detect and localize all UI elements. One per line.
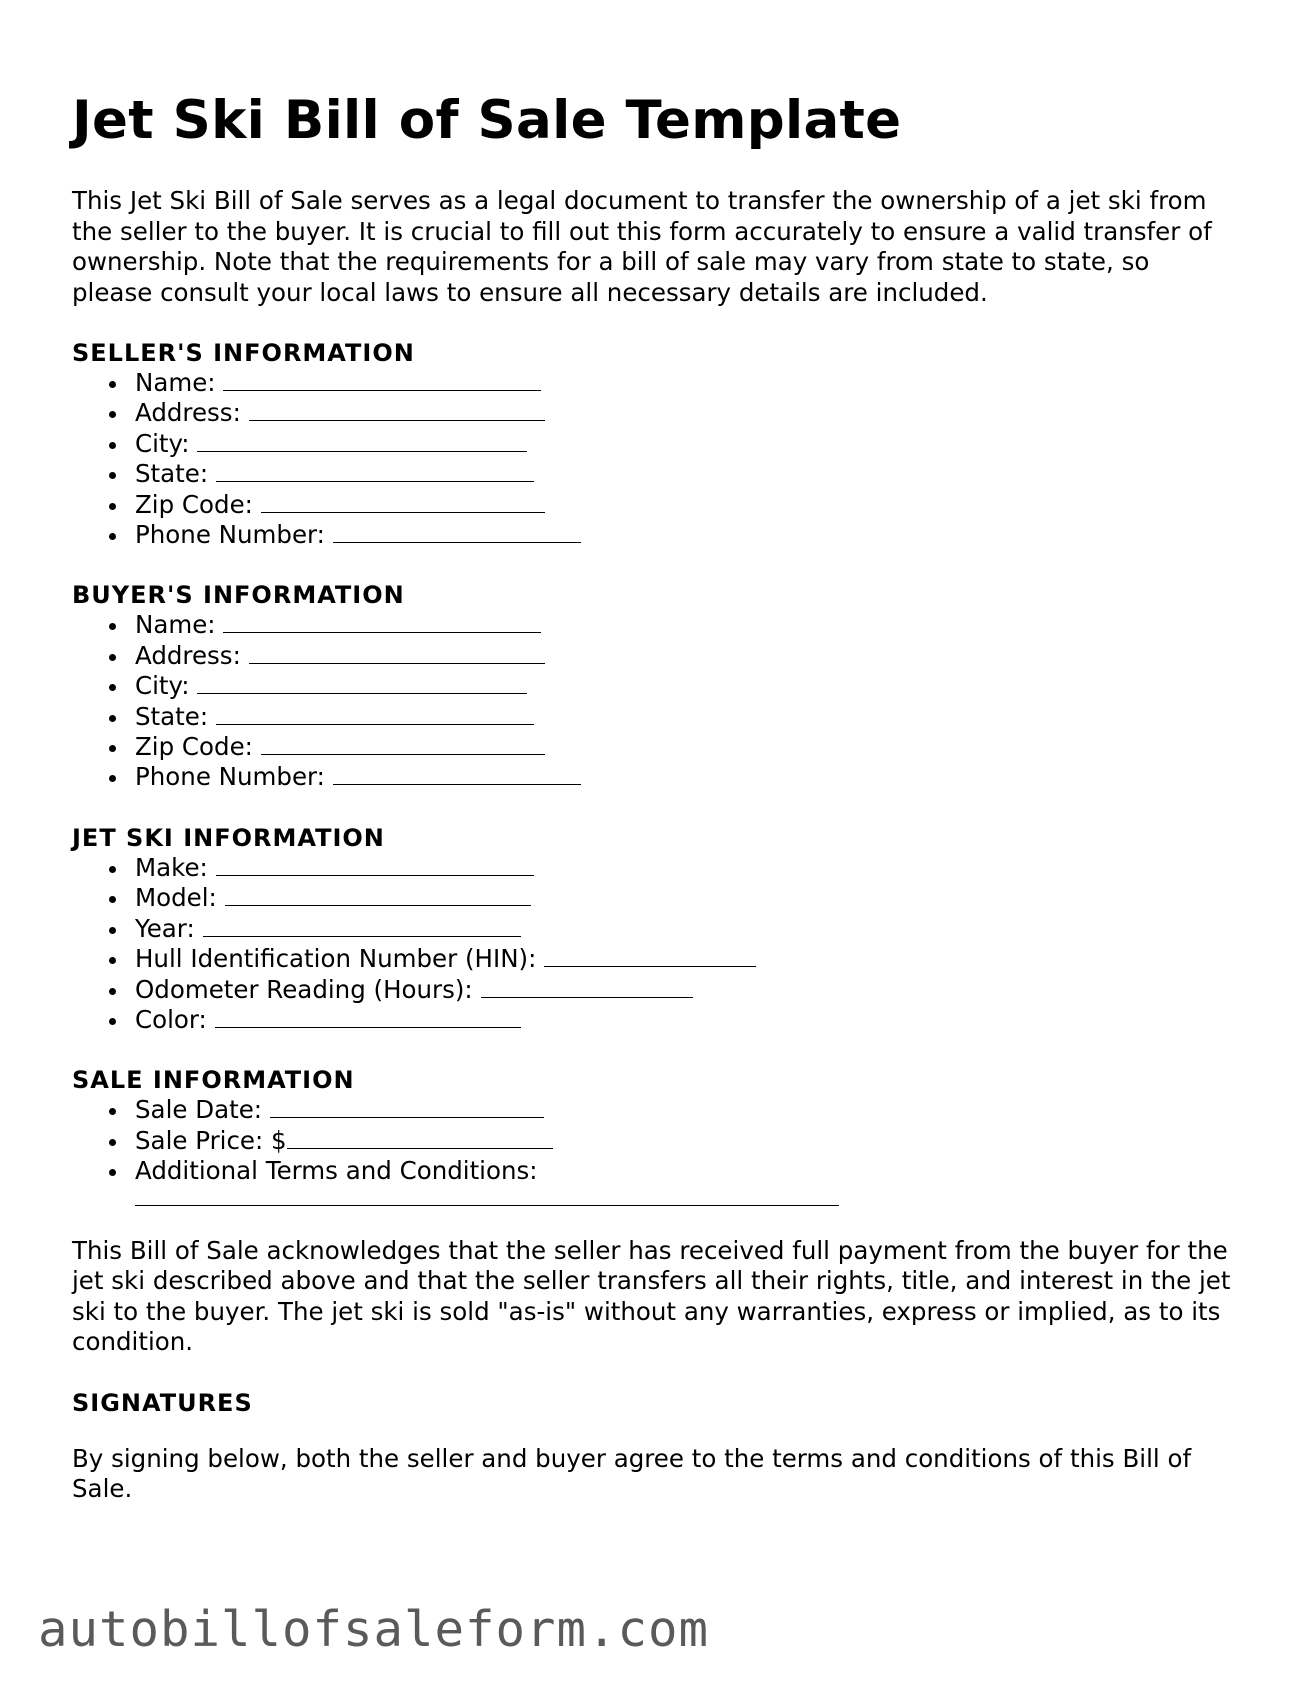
acknowledgement-paragraph: This Bill of Sale acknowledges that the seller has received full payment from the buyer for the jet ski described above and that the seller transfers all their rights, title, and interest in the jet ski to the buyer. The jet ski is sold "as-is" without any warranties, express or implied, as to its condition. — [72, 1235, 1231, 1357]
seller-address-field[interactable]: Address: — [135, 398, 1232, 428]
blank-line[interactable] — [261, 490, 545, 513]
buyer-zip-field[interactable]: Zip Code: — [135, 732, 1232, 762]
blank-line[interactable] — [225, 883, 531, 906]
jetski-hours-field[interactable]: Odometer Reading (Hours): — [135, 975, 1232, 1005]
jetski-hin-field[interactable]: Hull Identification Number (HIN): — [135, 944, 1232, 974]
blank-line[interactable] — [333, 520, 581, 543]
sale-heading: SALE INFORMATION — [72, 1066, 355, 1095]
document-page — [72, 86, 1232, 1505]
buyer-city-field[interactable]: City: — [135, 671, 1232, 701]
blank-line[interactable] — [249, 641, 545, 664]
seller-zip-field[interactable]: Zip Code: — [135, 490, 1232, 520]
blank-line[interactable] — [216, 853, 534, 876]
seller-phone-field[interactable]: Phone Number: — [135, 520, 1232, 550]
blank-line[interactable] — [333, 762, 581, 785]
sale-terms-field[interactable]: Additional Terms and Conditions: — [135, 1156, 1232, 1205]
sale-price-field[interactable]: Sale Price: $ — [135, 1126, 1232, 1156]
watermark-text: autobillofsaleform.com — [38, 1601, 710, 1658]
jetski-make-field[interactable]: Make: — [135, 853, 1232, 883]
intro-paragraph: This Jet Ski Bill of Sale serves as a legal document to transfer the ownership of a jet ski from the seller to the buyer. It is crucial to fill out this form accurately to ensure a valid transfer of ownership. Note that the requirements for a bill of sale may vary from state to state, so please consult your local laws to ensure all necessary details are included. — [72, 186, 1212, 307]
signatures-heading: SIGNATURES — [72, 1388, 253, 1417]
blank-line[interactable] — [135, 1187, 839, 1206]
seller-heading: SELLER'S INFORMATION — [72, 339, 415, 367]
blank-line[interactable] — [270, 1095, 544, 1118]
page-title: Jet Ski Bill of Sale Template — [72, 90, 902, 151]
blank-line[interactable] — [481, 975, 693, 998]
buyer-heading: BUYER'S INFORMATION — [72, 581, 405, 610]
seller-name-field[interactable]: Name: — [135, 368, 1232, 398]
jetski-model-field[interactable]: Model: — [135, 883, 1232, 913]
jetski-fields — [72, 853, 1232, 1035]
buyer-state-field[interactable]: State: — [135, 702, 1232, 732]
blank-line[interactable] — [197, 671, 527, 694]
blank-line[interactable] — [249, 398, 545, 421]
buyer-phone-field[interactable]: Phone Number: — [135, 762, 1232, 792]
buyer-address-field[interactable]: Address: — [135, 641, 1232, 671]
blank-line[interactable] — [197, 429, 527, 452]
signatures-paragraph: By signing below, both the seller and buyer agree to the terms and conditions of this Bill of Sale. — [72, 1443, 1192, 1504]
blank-line[interactable] — [223, 610, 541, 633]
sale-fields — [72, 1095, 1232, 1205]
seller-state-field[interactable]: State: — [135, 459, 1232, 489]
blank-line[interactable] — [223, 368, 541, 391]
jetski-color-field[interactable]: Color: — [135, 1005, 1232, 1035]
seller-fields — [72, 368, 1232, 550]
blank-line[interactable] — [203, 914, 521, 937]
sale-date-field[interactable]: Sale Date: — [135, 1095, 1232, 1125]
seller-city-field[interactable]: City: — [135, 429, 1232, 459]
buyer-fields — [72, 610, 1232, 792]
jetski-heading: JET SKI INFORMATION — [72, 823, 385, 852]
buyer-name-field[interactable]: Name: — [135, 610, 1232, 640]
blank-line[interactable] — [215, 1005, 521, 1028]
jetski-year-field[interactable]: Year: — [135, 914, 1232, 944]
blank-line[interactable] — [261, 732, 545, 755]
blank-line[interactable] — [216, 702, 534, 725]
blank-line[interactable] — [544, 944, 756, 967]
blank-line[interactable] — [216, 459, 534, 482]
blank-line[interactable] — [287, 1126, 553, 1149]
